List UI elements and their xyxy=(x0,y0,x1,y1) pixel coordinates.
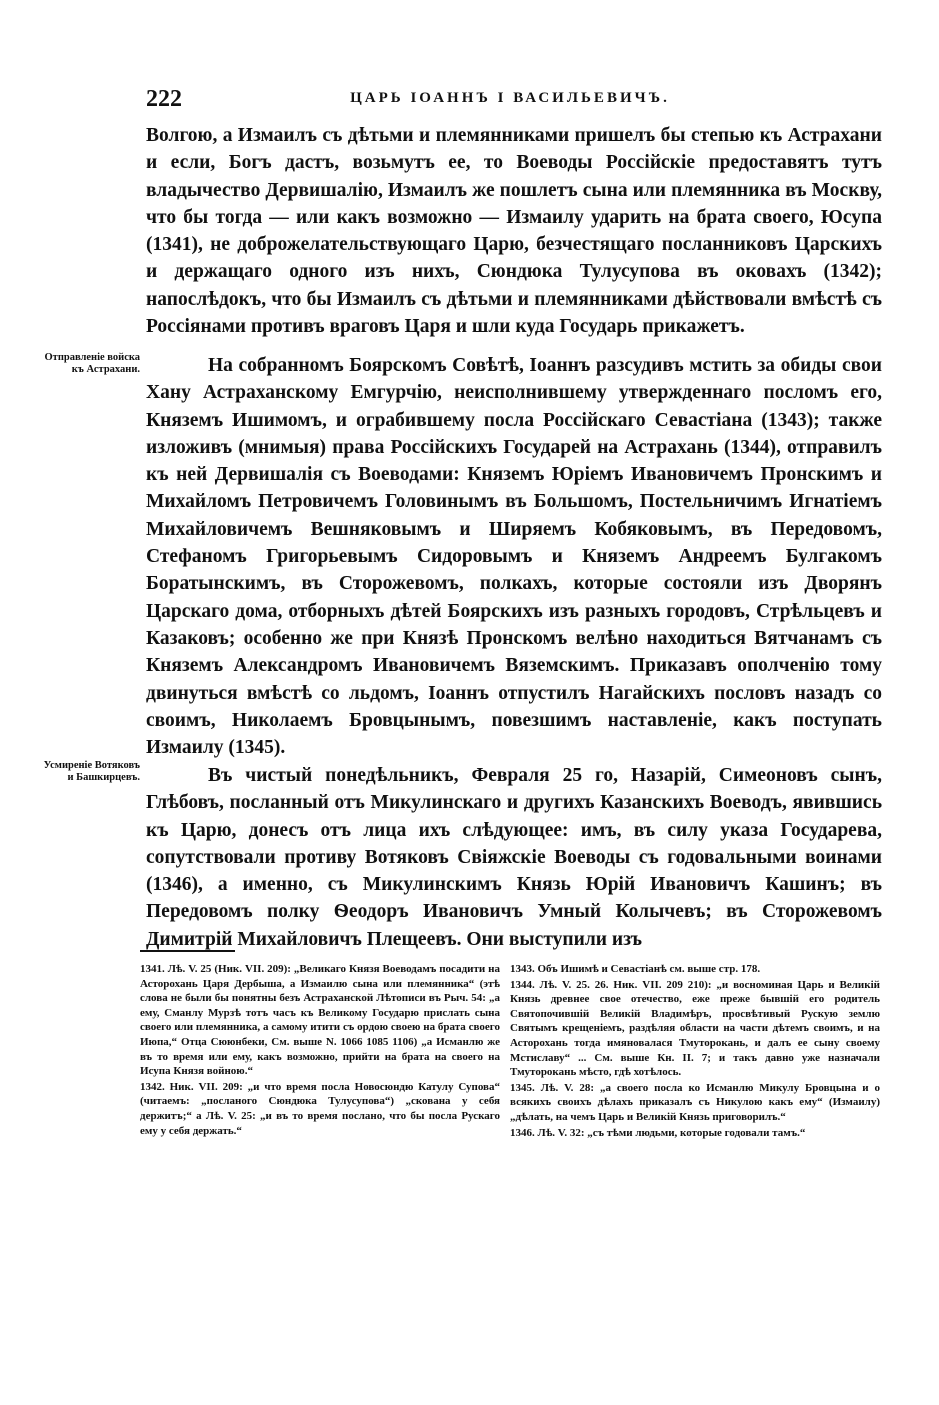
body-paragraph-2 xyxy=(146,352,882,761)
footnote xyxy=(140,962,500,1079)
footnote xyxy=(510,978,880,1080)
footnote xyxy=(510,1081,880,1125)
paragraph-text: На собранномъ Боярскомъ Совѣтѣ, Іоаннъ разсудивъ мстить за обиды свои Хану Астраханскому Емгурчію, неисполнившему утвержденнаго посломъ его, Княземъ Ишимомъ, и ограбившему посла Россійскаго Севастіана (1343); также изложивъ (мнимыя) права Россійскихъ Государей на Астрахань (1344), отправилъ къ ней Дервишалія съ Воеводами: Княземъ Юріемъ Ивановичемъ Пронскимъ и Михайломъ Петровичемъ Головинымъ въ Большомъ, Постельничимъ Игнатіемъ Михайловичемъ Вешняковымъ и Ширяемъ Кобяковымъ, въ Передовомъ, Стефаномъ Григорьевымъ Сидоровымъ и Княземъ Андреемъ Булгакомъ Боратынскимъ, въ Сторожевомъ, полкахъ, которые состояли изъ Дворянъ Царскаго дома, отборныхъ дѣтей Боярскихъ изъ разныхъ городовъ, Стрѣльцевъ и Казаковъ; особенно же при Князѣ Пронскомъ велѣно находиться Вятчанамъ съ Княземъ Александромъ Ивановичемъ Вяземскимъ. Приказавъ ополченію тому двинуться вмѣстѣ со льдомъ, Іоаннъ отпустилъ Нагайскихъ пословъ назадъ со своимъ, Николаемъ Бровцынымъ, повезшимъ наставленіе, какъ поступать Измаилу (1345). xyxy=(146,355,882,759)
footnote-rule xyxy=(140,950,235,952)
footnote-text: Лѣ. V. 25. 26. Ник. VII. 209 210): „и восноминая Царь и Великій Князь древнее свое отечество, еже преже бывшій его родитель Святопочившій Великій Владимѣръ, просвѣтивый Рускую землю Святымъ крещеніемъ, раздѣляя области на части дѣтемъ своимъ, и на Асторохань тогда имяновалася Тмуторокань, и далъ ее сыну своему Мстиславу“ ... См. выше Кн. II. 7; и такъ давно уже назначали Тмуторокань мѣсто, гдѣ хотѣлось. xyxy=(510,978,881,1079)
footnotes-left-column xyxy=(140,962,500,1139)
running-head: ЦАРЬ ІОАННЪ І ВАСИЛЬЕВИЧЪ. xyxy=(350,90,670,106)
footnote xyxy=(510,1126,880,1141)
footnote-number: 1343. xyxy=(510,963,535,975)
footnote xyxy=(140,1080,500,1138)
footnote-number: 1344. xyxy=(510,978,535,991)
margin-note-dispatch: Отправленіе войска къ Астрахани. xyxy=(44,352,140,375)
margin-note-pacification: Усмиреніе Вотяковъ и Башкирцевъ. xyxy=(43,760,140,783)
footnote-text: Лѣ. V. 32: „съ тѣми людьми, которые годовали тамъ.“ xyxy=(537,1126,806,1139)
paragraph-text: Волгою, а Измаилъ съ дѣтьми и племянниками пришелъ бы степью къ Астрахани и если, Богъ дастъ, возьмутъ ее, то Воеводы Россійскіе предоставятъ тутъ владычество Дервишалію, Измаилъ же пошлетъ сына или племянника въ Москву, что бы тогда — или какъ возможно — Измаилу ударить на брата своего, Юсупа (1341), не доброжелательствующаго Царю, безчестящаго посланниковъ Царскихъ и держащаго одного изъ нихъ, Сюндюка Тулусупова въ оковахъ (1342); напослѣдокъ, что бы Измаилъ съ дѣтьми и племянниками дѣйствовали вмѣстѣ съ Россіянами противъ враговъ Царя и шли куда Государь прикажетъ. xyxy=(146,125,882,338)
footnote-number: 1342. xyxy=(140,1080,165,1093)
body-paragraph-3 xyxy=(146,762,882,953)
footnote-text: Лѣ. V. 25 (Ник. VII. 209): „Великаго Князя Воеводамъ посадити на Асторохань Царя Дербыша, а Измаилю сына или племянника“ (этѣ слова не были бы понятны безъ Астраханской Лѣтописи въ Рыч. 54: „а ему, Сманлу Мурзѣ тотъ часъ къ Великому Государю прислать сына своего или племянника, а самому итити съ ордою своею на брата своего Июпа,“ Отца Сююнбеки, См. выше N. 1066 1085 1106) „а Исманлю же въ то время или ему, какъ возможно, прийти на брата на своего на Исупа Князя войною.“ xyxy=(140,963,501,1078)
footnote-number: 1341. xyxy=(140,963,165,975)
footnote-text: Лѣ. V. 28: „а своего посла ко Исманлю Микулу Бровцына и о всякихъ своихъ дѣлахъ приказалъ съ Никулою какъ ему“ (Измаилу) „дѣлать, на чемъ Царь и Великій Князь приговорилъ.“ xyxy=(510,1081,881,1123)
footnote-number: 1346. xyxy=(510,1126,535,1139)
footnote-number: 1345. xyxy=(510,1081,535,1094)
footnote xyxy=(510,962,880,977)
footnote-text: Ник. VII. 209: „и что время посла Новосюндю Катулу Супова“ (читаемъ: „посланого Сюндюка Тулусупова“) „скована у себя держитъ;“ а Лѣ. V. 25: „и въ то время послано, что бы посла Рускаго ему у себя держать.“ xyxy=(140,1080,500,1137)
body-paragraph-1 xyxy=(146,122,882,340)
page-number: 222 xyxy=(146,86,182,112)
footnote-text: Объ Ишимѣ и Севастіанѣ см. выше стр. 178. xyxy=(537,963,761,975)
paragraph-text: Въ чистый понедѣльникъ, Февраля 25 го, Назарій, Симеоновъ сынъ, Глѣбовъ, посланный отъ Микулинскаго и другихъ Казанскихъ Воеводъ, явившись къ Царю, донесъ отъ лица ихъ слѣдующее: имъ, въ силу указа Государева, сопутствовали противу Вотяковъ Свіяжскіе Воеводы съ годовальными воинами (1346), а именно, съ Микулинскимъ Князь Юрій Ивановичъ Кашинъ; въ Передовомъ полку Ѳеодоръ Ивановичъ Умный Колычевъ; въ Сторожевомъ Димитрій Михайловичъ Плещеевъ. Они выступили изъ xyxy=(146,765,882,950)
footnotes-right-column xyxy=(510,962,880,1141)
